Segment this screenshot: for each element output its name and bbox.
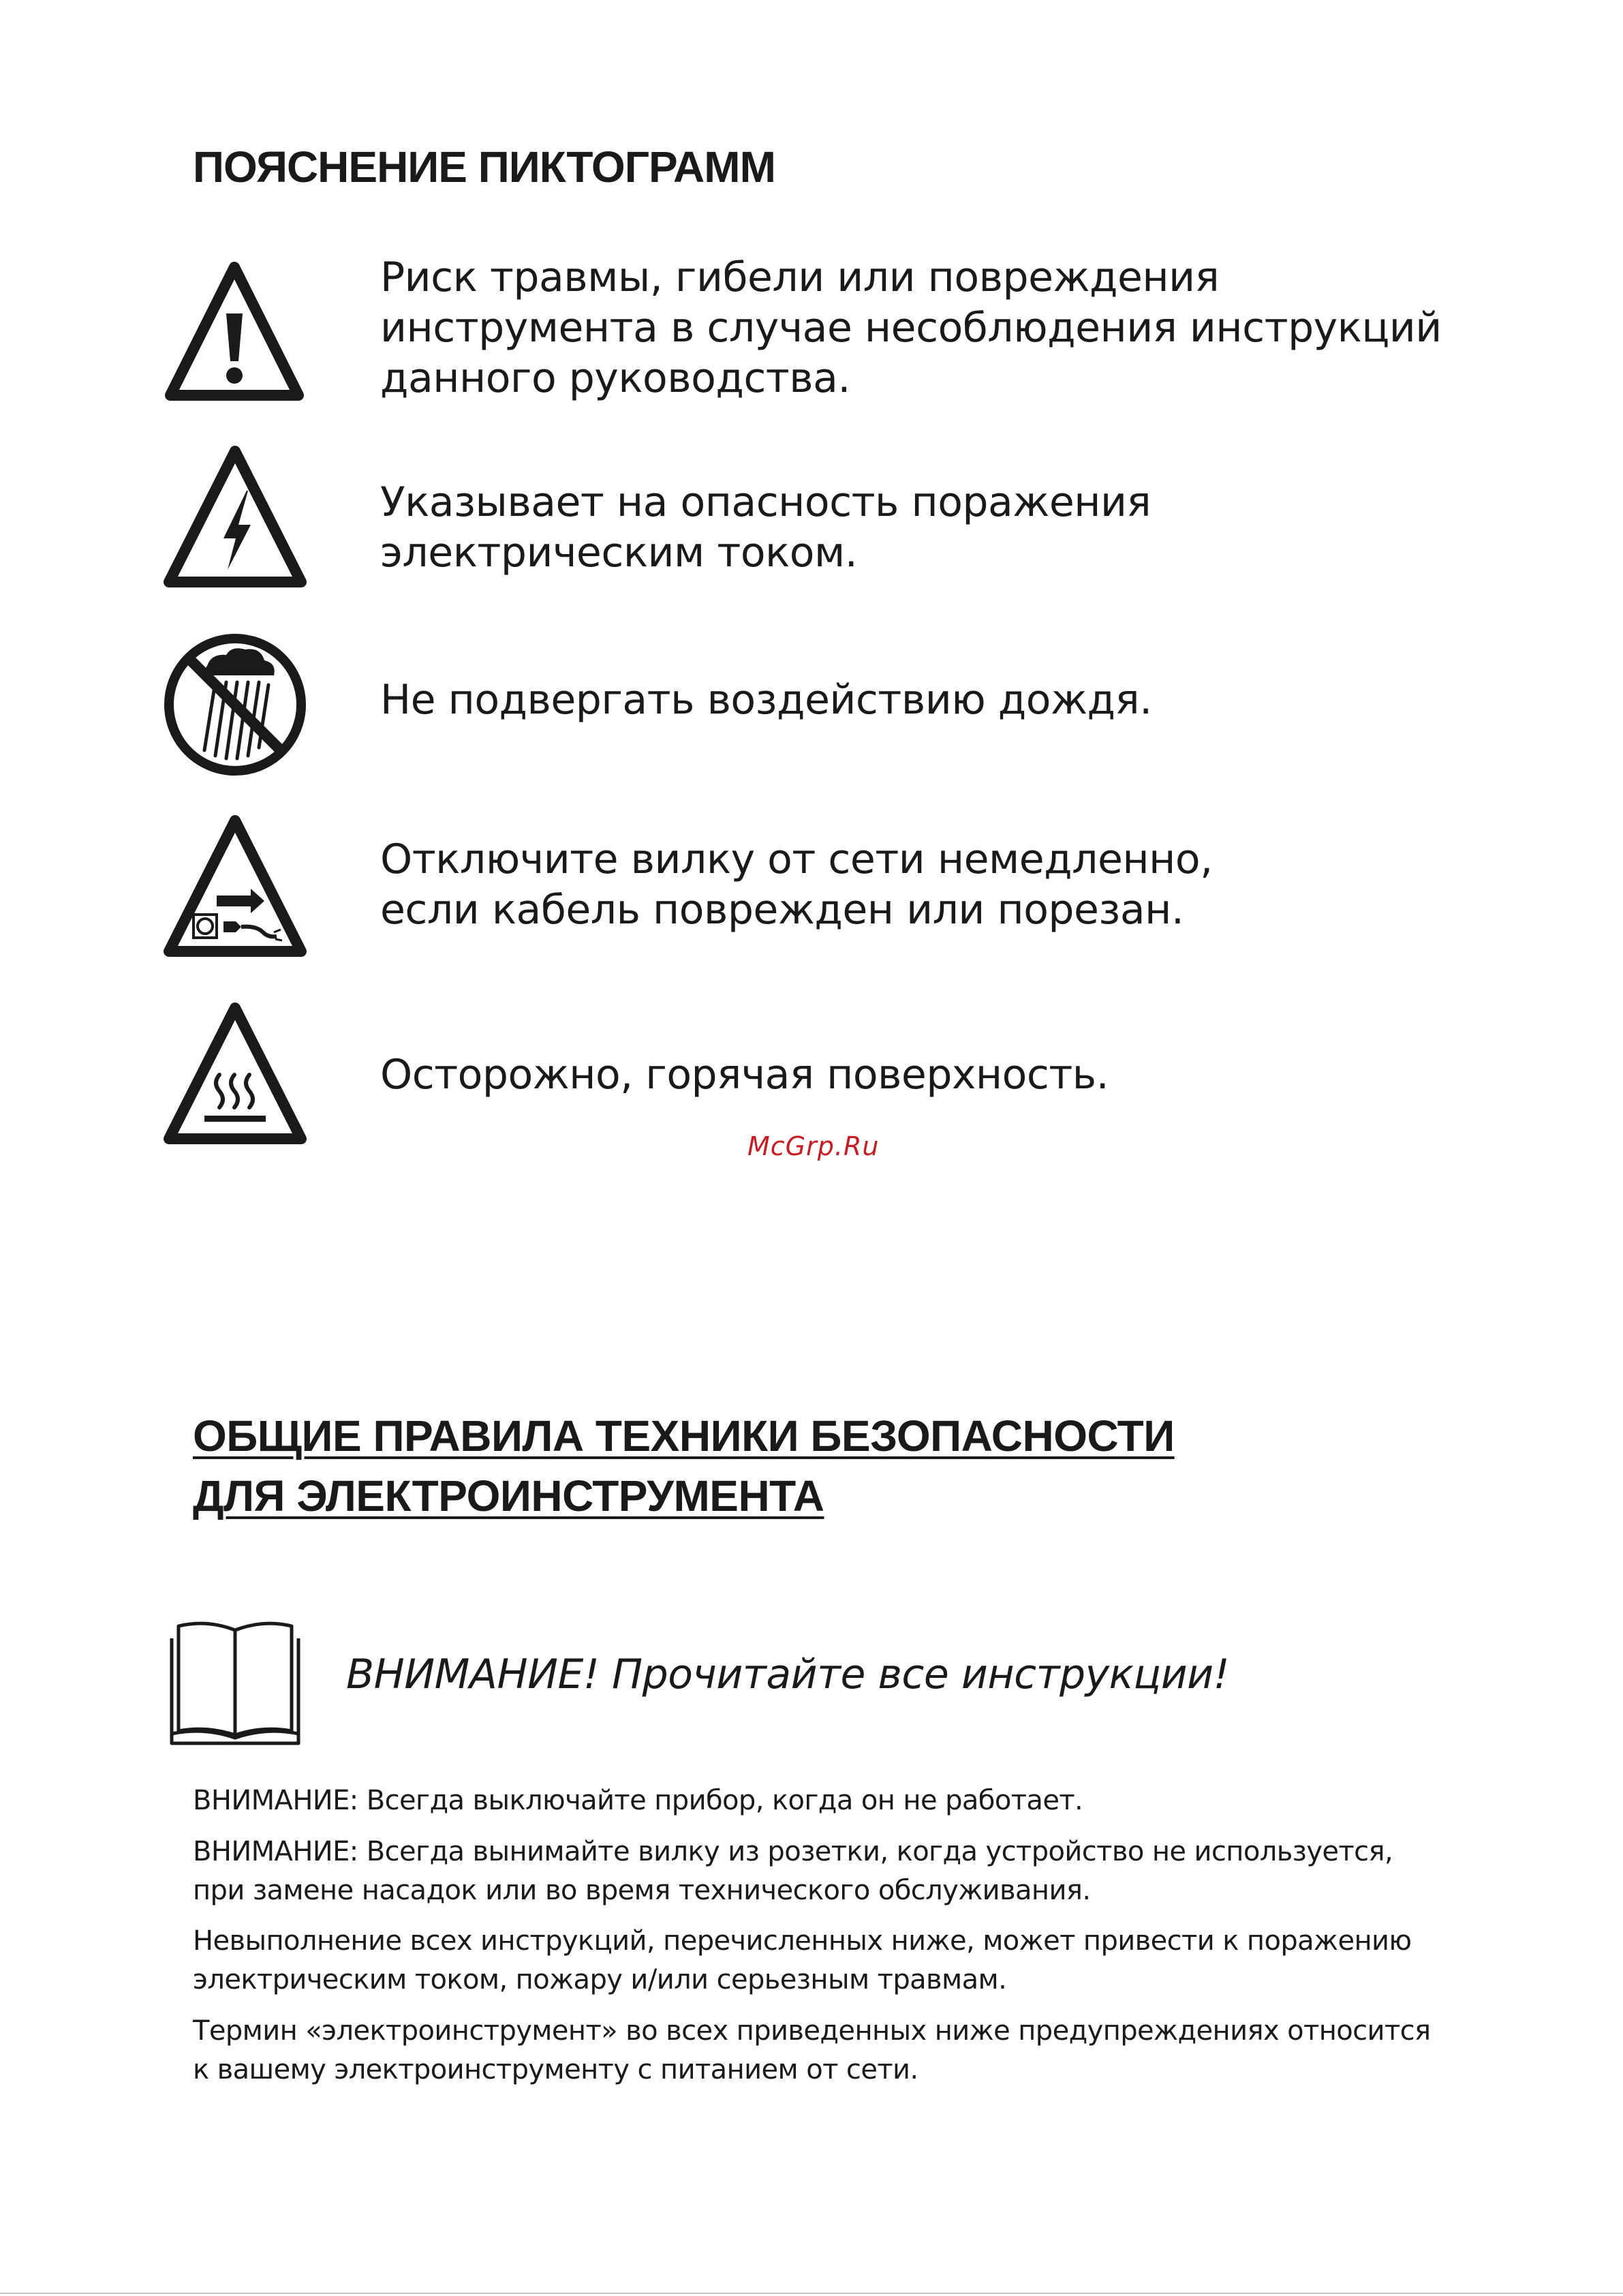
warning-exclamation-icon bbox=[162, 259, 307, 403]
text-line: Отключите вилку от сети немедленно, bbox=[380, 836, 1213, 883]
text-line: к вашему электроинструменту с питанием от сети. bbox=[193, 2054, 918, 2085]
attention-read-instructions: ВНИМАНИЕ! Прочитайте все инструкции! bbox=[346, 1651, 1230, 1698]
safety-title-line: ОБЩИЕ ПРАВИЛА ТЕХНИКИ БЕЗОПАСНОСТИ bbox=[193, 1411, 1175, 1460]
pictogram-description-3 bbox=[380, 675, 1152, 725]
text-line: электрическим током, пожару и/или серьезным травмам. bbox=[193, 1964, 1007, 1995]
text-line: Термин «электроинструмент» во всех приведенных ниже предупреждениях относится bbox=[193, 2015, 1431, 2047]
text-line: ВНИМАНИЕ: Всегда вынимайте вилку из розетки, когда устройство не используется, bbox=[193, 1836, 1393, 1867]
unplug-damaged-cable-icon bbox=[161, 812, 309, 961]
pictogram-description-5 bbox=[380, 1050, 1109, 1100]
text-line: если кабель поврежден или порезан. bbox=[380, 886, 1184, 934]
pictograms-title: ПОЯСНЕНИЕ ПИКТОГРАММ bbox=[193, 142, 775, 192]
pictogram-description-4 bbox=[380, 834, 1213, 935]
text-line: Осторожно, горячая поверхность. bbox=[380, 1051, 1109, 1099]
safety-title bbox=[193, 1406, 1175, 1526]
pictogram-description-1 bbox=[380, 252, 1442, 403]
text-line: при замене насадок или во время технического обслуживания. bbox=[193, 1875, 1091, 1906]
safety-paragraph-3 bbox=[193, 1922, 1412, 2000]
text-line: Риск травмы, гибели или повреждения bbox=[380, 254, 1220, 301]
safety-paragraph-2 bbox=[193, 1833, 1393, 1910]
no-rain-icon bbox=[161, 630, 309, 779]
watermark: McGrp.Ru bbox=[747, 1131, 880, 1161]
text-line: Не подвергать воздействию дождя. bbox=[380, 676, 1152, 724]
page-bottom-divider bbox=[0, 2293, 1623, 2294]
text-line: Невыполнение всех инструкций, перечисленных ниже, может привести к поражению bbox=[193, 1925, 1412, 1957]
text-line: данного руководства. bbox=[380, 354, 850, 402]
text-line: ВНИМАНИЕ: Всегда выключайте прибор, когда он не работает. bbox=[193, 1785, 1083, 1816]
hot-surface-icon bbox=[161, 1000, 309, 1148]
text-line: инструмента в случае несоблюдения инструкций bbox=[380, 304, 1442, 352]
pictogram-description-2 bbox=[380, 477, 1151, 578]
safety-paragraph-4 bbox=[193, 2012, 1431, 2090]
safety-title-line: ДЛЯ ЭЛЕКТРОИНСТРУМЕНТА bbox=[193, 1471, 824, 1520]
safety-paragraph-1 bbox=[193, 1781, 1083, 1820]
electric-shock-icon bbox=[161, 443, 309, 592]
manual-book-icon bbox=[166, 1617, 304, 1746]
text-line: электрическим током. bbox=[380, 529, 858, 577]
text-line: Указывает на опасность поражения bbox=[380, 478, 1151, 526]
